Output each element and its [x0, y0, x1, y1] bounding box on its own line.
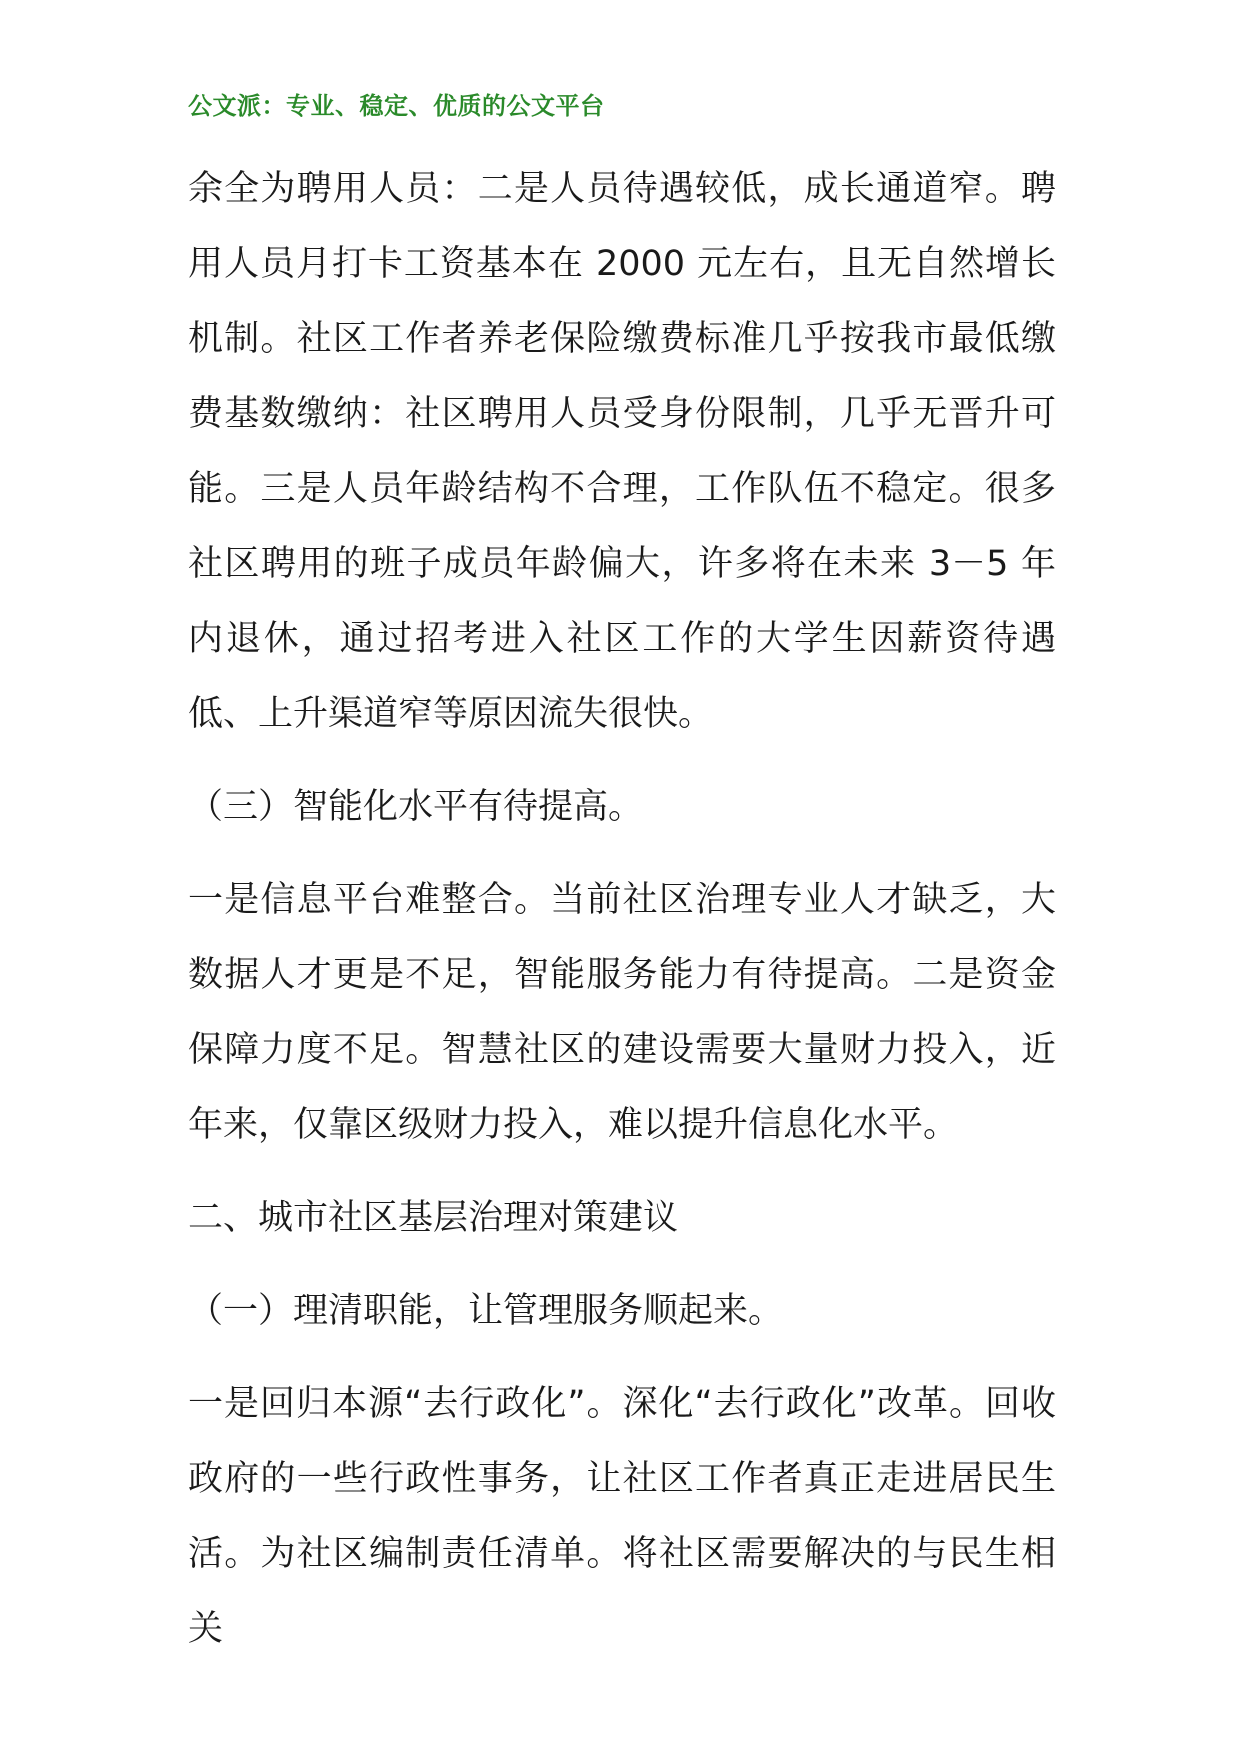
- site-header-title: 公文派：专业、稳定、优质的公文平台: [188, 92, 605, 120]
- paragraph-de-administrative: 一是回归本源“去行政化”。深化“去行政化”改革。回收政府的一些行政性事务，让社区工作者真正走进居民生活。为社区编制责任清单。将社区需要解决的与民生相关: [188, 1384, 1056, 1649]
- section-heading-clarify-functions: （一）理清职能，让管理服务顺起来。: [188, 1291, 784, 1331]
- paragraph-personnel-issues: 余全为聘用人员：二是人员待遇较低，成长通道窄。聘用人员月打卡工资基本在 2000 元左右，且无自然增长机制。社区工作者养老保险缴费标准几乎按我市最低缴费基数缴纳：社区聘用人员受身份限制，几乎无晋升可能。三是人员年龄结构不合理，工作队伍不稳定。很多社区聘用的班子成员年龄偏大，许多将在未来 3－5 年内退休，通过招考进入社区工作的大学生因薪资待遇低、上升渠道窄等原因流失很快。: [188, 169, 1056, 734]
- paragraph-info-platform: 一是信息平台难整合。当前社区治理专业人才缺乏，大数据人才更是不足，智能服务能力有待提高。二是资金保障力度不足。智慧社区的建设需要大量财力投入，近年来，仅靠区级财力投入，难以提升信息化水平。: [188, 880, 1056, 1145]
- section-heading-intelligence: （三）智能化水平有待提高。: [188, 787, 644, 827]
- section-heading-recommendations: 二、城市社区基层治理对策建议: [188, 1198, 679, 1238]
